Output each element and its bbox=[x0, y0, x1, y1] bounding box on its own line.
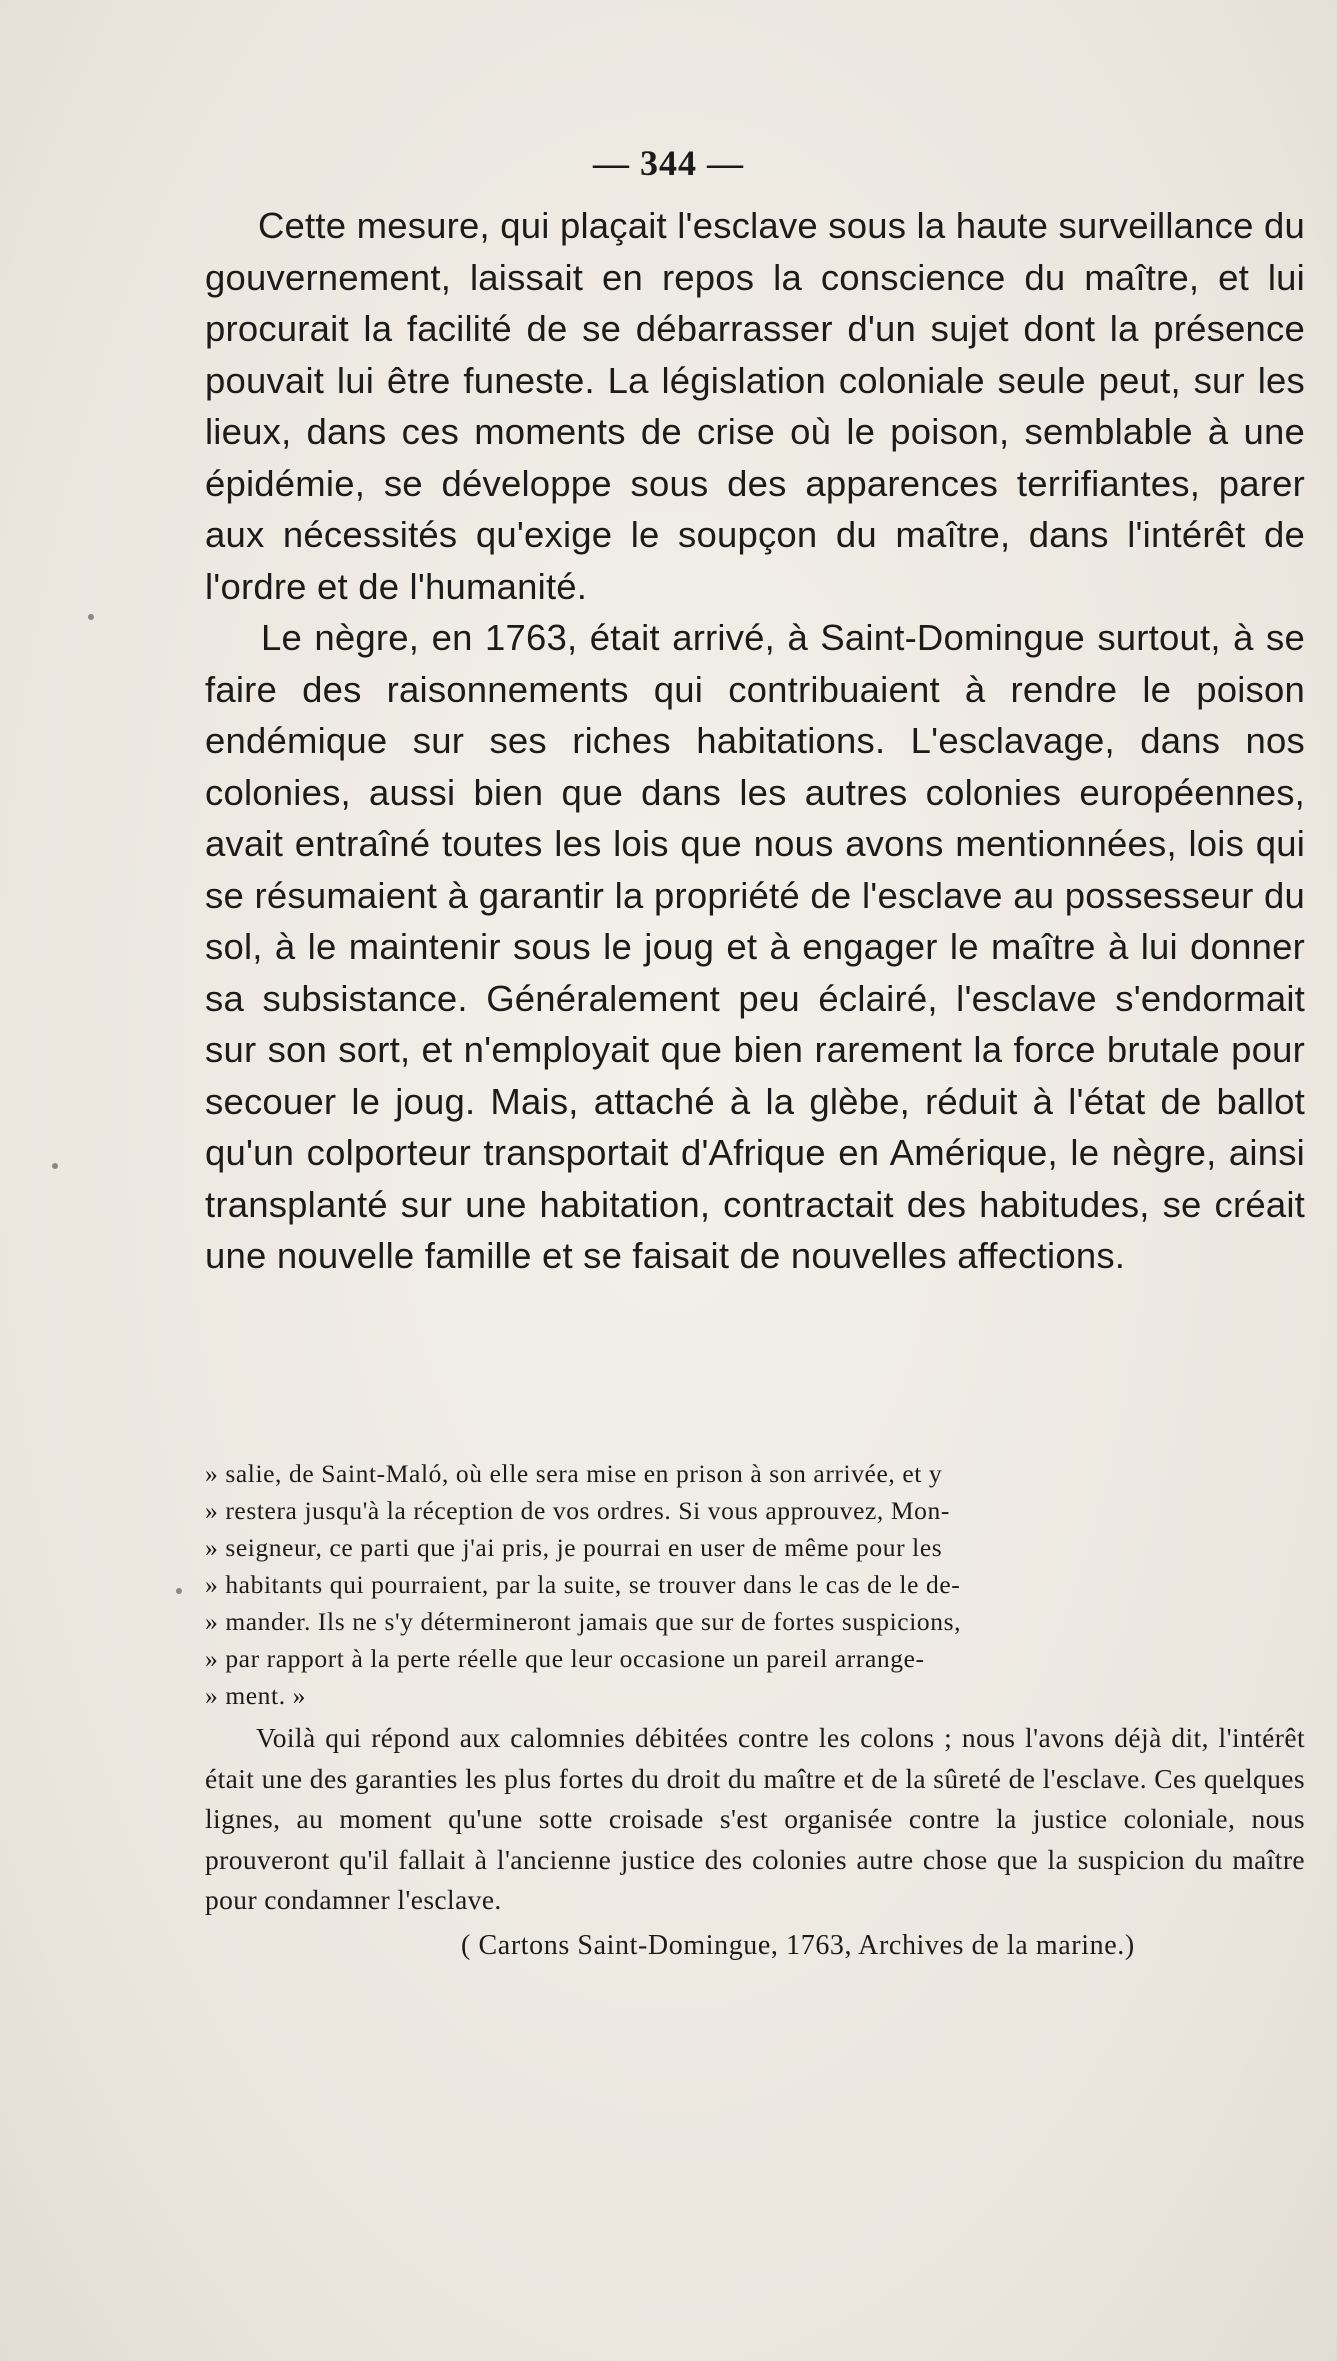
footnote-block bbox=[205, 1455, 1305, 1967]
footnote-quote-line: » habitants qui pourraient, par la suite, se trouver dans le cas de le de- bbox=[205, 1570, 961, 1599]
footnote-quote-line: » mander. Ils ne s'y détermineront jamais que sur de fortes suspicions, bbox=[205, 1607, 962, 1636]
footnote-source-citation: ( Cartons Saint-Domingue, 1763, Archives de la marine.) bbox=[461, 1929, 1135, 1961]
margin-speck bbox=[88, 614, 94, 620]
footnote-quote-line: » salie, de Saint-Maló, où elle sera mise en prison à son arrivée, et y bbox=[205, 1459, 943, 1488]
footnote-quote-line: » par rapport à la perte réelle que leur occasione un pareil arrange- bbox=[205, 1644, 925, 1673]
body-paragraph: Cette mesure, qui plaçait l'esclave sous la haute surveillance du gouvernement, laissait en repos la conscience du maître, et lui procurait la facilité de se débarrasser d'un sujet dont la présence pouvait lui être funeste. La législation coloniale seule peut, sur les lieux, dans ces moments de crise où le poison, semblable à une épidémie, se développe sous des apparences terrifiantes, parer aux nécessités qu'exige le soupçon du maître, dans l'intérêt de l'ordre et de l'humanité. bbox=[205, 205, 1305, 607]
page-number: — 344 — bbox=[593, 143, 744, 183]
footnote-paragraph: Voilà qui répond aux calomnies débitées contre les colons ; nous l'avons déjà dit, l'intérêt était une des garanties les plus fortes du droit du maître et de la sûreté de l'esclave. Ces quelques lignes, au moment qu'une sotte croisade s'est organisée contre la justice coloniale, nous prouveront qu'il fallait à l'ancienne justice des colonies autre chose que la suspicion du maître pour condamner l'esclave. bbox=[205, 1722, 1305, 1915]
body-paragraph: Le nègre, en 1763, était arrivé, à Saint-Domingue surtout, à se faire des raisonnements qui contribuaient à rendre le poison endémique sur ses riches habitations. L'esclavage, dans nos colonies, aussi bien que dans les autres colonies européennes, avait entraîné toutes les lois que nous avons mentionnées, lois qui se résumaient à garantir la propriété de l'esclave au possesseur du sol, à le maintenir sous le joug et à engager le maître à lui donner sa subsistance. Généralement peu éclairé, l'esclave s'endormait sur son sort, et n'employait que bien rarement la force brutale pour secouer le joug. Mais, attaché à la glèbe, réduit à l'état de ballot qu'un colporteur transportait d'Afrique en Amérique, le nègre, ainsi transplanté sur une habitation, contractait des habitudes, se créait une nouvelle famille et se faisait de nouvelles affections. bbox=[205, 617, 1305, 1276]
margin-speck bbox=[176, 1588, 182, 1594]
footnote-quote-line: » seigneur, ce parti que j'ai pris, je pourrai en user de même pour les bbox=[205, 1533, 943, 1562]
footnote-quote-line: » restera jusqu'à la réception de vos ordres. Si vous approuvez, Mon- bbox=[205, 1496, 950, 1525]
footnote-quote-line: » ment. » bbox=[205, 1681, 307, 1710]
margin-speck bbox=[52, 1163, 58, 1169]
main-text bbox=[205, 200, 1305, 1282]
